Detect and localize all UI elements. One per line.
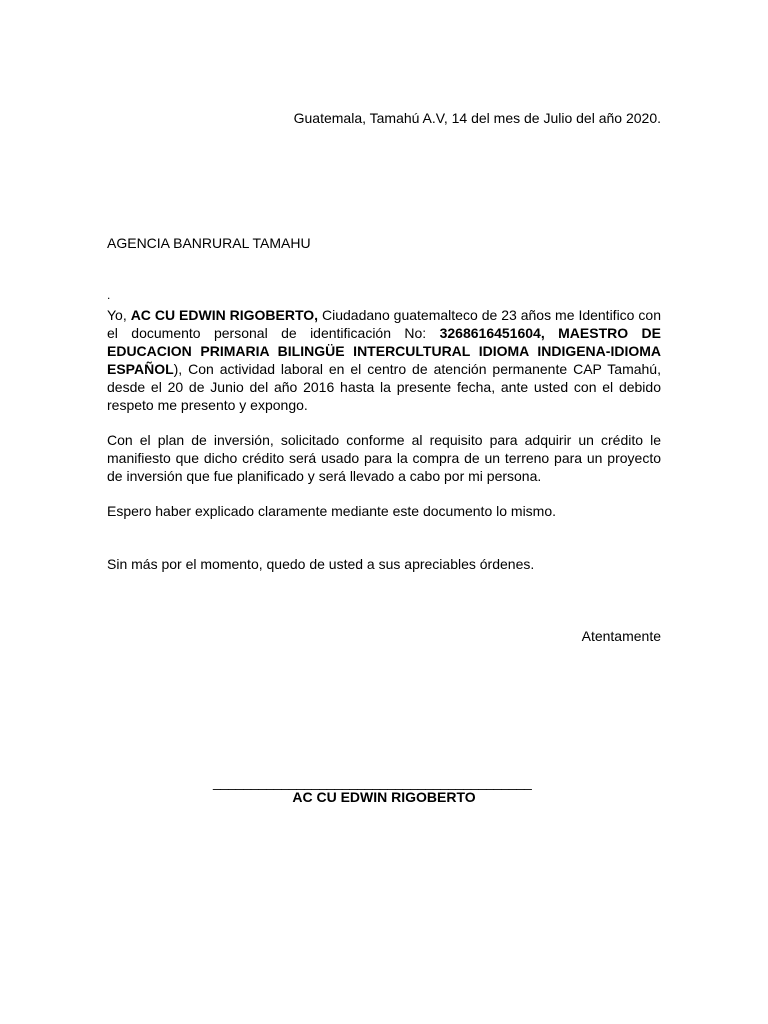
recipient-heading: AGENCIA BANRURAL TAMAHU (107, 235, 311, 251)
id-number-and-title: 3268616451604, MAESTRO DE EDUCACION PRIMARIA BILINGÜE INTERCULTURAL IDIOMA INDIGENA-IDIOMA ESPAÑOL (107, 325, 661, 377)
signature-name: AC CU EDWIN RIGOBERTO (292, 789, 476, 805)
signature-line: __________________________________________ (213, 774, 532, 790)
intro-text-a: Ciudadano guatemalteco de 23 años me Identifico con el documento personal de identificación No: (107, 307, 661, 341)
paragraph-introduction (107, 306, 661, 414)
paragraph-farewell: Sin más por el momento, quedo de usted a sus apreciables órdenes. (107, 556, 535, 572)
applicant-name: AC CU EDWIN RIGOBERTO, (130, 307, 319, 323)
paragraph-investment-plan: Con el plan de inversión, solicitado conforme al requisito para adquirir un crédito le manifiesto que dicho crédito será usado para la compra de un terreno para un proyecto de inversión que fue planificado y será llevado a cabo por mi persona. (107, 432, 661, 484)
intro-text-b: ), Con actividad laboral en el centro de atención permanente CAP Tamahú, desde el 20 de Junio del año 2016 hasta la presente fecha, ante usted con el debido respeto me presento y expongo. (107, 361, 661, 413)
intro-yo: Yo, (107, 307, 131, 323)
date-line: Guatemala, Tamahú A.V, 14 del mes de Julio del año 2020. (293, 110, 661, 126)
stray-mark: . (107, 288, 111, 302)
paragraph-explanation: Espero haber explicado claramente mediante este documento lo mismo. (107, 503, 557, 519)
closing-salutation: Atentamente (581, 628, 661, 644)
